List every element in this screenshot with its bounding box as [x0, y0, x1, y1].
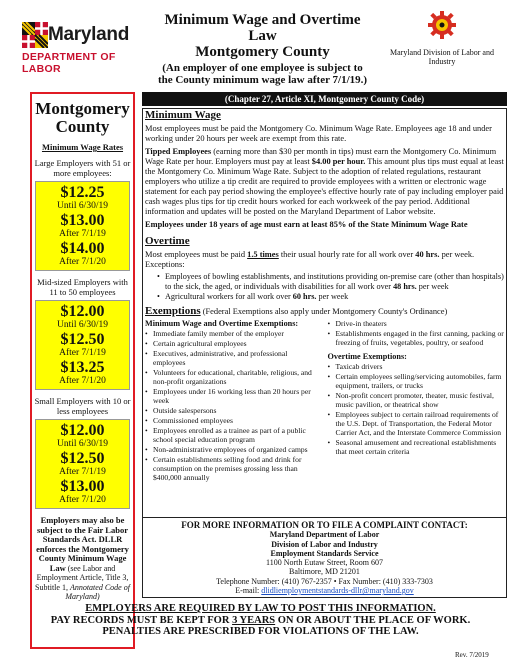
wage-date: After 7/1/20 — [59, 495, 106, 505]
contact-email-row — [143, 586, 506, 595]
wage-date: After 7/1/19 — [59, 348, 106, 358]
mw-exemptions-list-continued — [328, 319, 505, 347]
gear-icon — [427, 10, 457, 40]
notice-line-3: PENALTIES ARE PRESCRIBED FOR VIOLATIONS OF THE LAW. — [102, 626, 419, 637]
wage-value: $12.00 — [60, 303, 105, 320]
tipped-text-a: (earning more than $30 per month in tips) must earn the Montgomery Co. Minimum Wage Rate per hour. Employers must pay at least — [145, 147, 497, 166]
under-18-paragraph: Employees under 18 years of age must earn at least 85% of the State Minimum Wage Rate — [145, 220, 468, 229]
wage-value: $12.25 — [60, 184, 105, 201]
overtime-exceptions-list — [157, 272, 504, 301]
title-line-2: Law — [248, 28, 277, 44]
title-line-1: Minimum Wage and Overtime — [164, 12, 361, 28]
ot-exemptions-heading: Overtime Exemptions: — [327, 352, 407, 362]
flsa-note — [35, 516, 130, 602]
wage-value: $13.25 — [60, 359, 105, 376]
mid-employers-label: Mid-sized Employers with 11 to 50 employees — [37, 277, 128, 297]
list-item: • Establishments engaged in the first canning, packing or freezing of fruits, vegetables, poultry, or seafood — [328, 329, 505, 347]
list-item: • Commissioned employees — [145, 416, 322, 425]
division-name: Maryland Division of Labor and Industry — [390, 48, 494, 66]
division-logo — [378, 10, 506, 66]
email-link[interactable]: dlidliemploymentstandards-dllr@maryland.gov — [261, 586, 414, 596]
list-item: • Taxicab drivers — [328, 362, 505, 371]
law-details-box — [142, 108, 507, 598]
wage-value: $12.50 — [60, 331, 105, 348]
maryland-logo — [22, 18, 152, 78]
tipped-label: Tipped Employees — [145, 147, 212, 156]
list-item: • Employees of bowling establishments, and institutions providing on-premise care (other than hospitals) to the sick, the aged, or individuals with disabilities for all work over 48 hrs. per week — [157, 272, 504, 292]
minimum-wage-paragraph: Most employees must be paid the Montgomery Co. Minimum Wage Rate. Employees age 18 and under working under 20 hours per week are exempt from this rate. — [145, 124, 492, 143]
exemptions-intro: (Federal Exemptions also apply under Montgomery County's Ordinance) — [202, 307, 448, 317]
overtime-heading: Overtime — [145, 235, 190, 247]
exemptions-columns — [145, 319, 504, 483]
wage-date: Until 6/30/19 — [57, 439, 108, 449]
tipped-employees-paragraph — [145, 147, 504, 217]
title-subtitle: (An employer of one employee is subject to the County minimum wage law after 7/1/19.) — [157, 62, 368, 86]
contact-line: Division of Labor and Industry — [271, 539, 378, 549]
chapter-banner: (Chapter 27, Article XI, Montgomery County Code) — [142, 92, 507, 106]
flsa-note-italic: Annotated Code of Maryland) — [65, 582, 130, 601]
list-item: • Certain employees selling/servicing automobiles, farm equipment, trailers, or trucks — [328, 372, 505, 390]
small-employers-rates — [35, 419, 130, 509]
wage-date: After 7/1/20 — [59, 257, 106, 267]
department-name: DEPARTMENT OF LABOR — [22, 51, 116, 75]
list-item: • Drive-in theaters — [328, 319, 505, 328]
posting-notice — [10, 603, 511, 638]
minimum-wage-heading: Minimum Wage — [145, 109, 221, 121]
contact-line: Maryland Department of Labor — [269, 530, 380, 540]
wage-value: $13.00 — [60, 212, 105, 229]
exemptions-right-column — [328, 319, 505, 483]
maryland-flag-icon — [22, 22, 48, 48]
list-item: • Non-profit concert promoter, theater, music festival, music pavilion, or theatrical show — [328, 391, 505, 409]
overtime-paragraph — [145, 250, 504, 270]
tipped-text-b: This amount plus tips must equal at least the Montgomery Co. Minimum Wage Rate. Subject to the adoption of related regulations, restaurant employers who utilize a tip credit are required to provide employees with a written or electronic wage statement for each pay period showing the employee's effective hourly rate of pay including employer paid cash wages plus tips for tip credit hours worked for each workweek of the pay period. Additional information and updates will be posted on the Maryland Department of Labor website. — [145, 157, 504, 216]
flsa-note-text: (see Labor and Employment Article, Title 3, Subtitle 1, — [35, 563, 129, 592]
notice-line-1: EMPLOYERS ARE REQUIRED BY LAW TO POST THIS INFORMATION. — [85, 603, 436, 614]
exemptions-heading-row — [145, 306, 504, 317]
wage-value: $14.00 — [60, 240, 105, 257]
list-item: • Employees under 16 working less than 20 hours per week — [145, 387, 322, 405]
wage-date: After 7/1/19 — [59, 467, 106, 477]
large-employers-rates — [35, 181, 130, 271]
title-line-3: Montgomery County — [195, 44, 330, 60]
poster-title-block — [155, 12, 370, 86]
notice-line-2: PAY RECORDS MUST BE KEPT FOR 3 YEARS ON OR ABOUT THE PLACE OF WORK. — [50, 614, 471, 626]
list-item: • Immediate family member of the employer — [145, 329, 322, 338]
mid-employers-rates — [35, 300, 130, 390]
contact-info — [143, 517, 506, 597]
small-employers-label: Small Employers with 10 or less employees — [34, 396, 131, 416]
maryland-wordmark: Maryland — [48, 24, 130, 45]
mw-exemptions-heading: Minimum Wage and Overtime Exemptions: — [145, 319, 299, 329]
wage-date: Until 6/30/19 — [57, 320, 108, 330]
list-item: • Employees enrolled as a trainee as part of a public school special education program — [145, 426, 322, 444]
exemptions-left-column — [145, 319, 322, 483]
list-item: • Non-administrative employees of organized camps — [145, 445, 322, 454]
wage-value: $12.00 — [60, 422, 105, 439]
exemptions-heading: Exemptions — [145, 305, 201, 318]
wage-value: $13.00 — [60, 478, 105, 495]
contact-phone: Telephone Number: (410) 767-2357 • Fax Number: (410) 333-7303 — [216, 576, 433, 586]
list-item: • Seasonal amusement and recreational establishments that meet certain criteria — [328, 438, 505, 456]
list-item: • Agricultural workers for all work over 60 hrs. per week — [157, 292, 504, 302]
tipped-amount: $4.00 per hour. — [311, 157, 366, 166]
contact-line: Baltimore, MD 21201 — [289, 567, 360, 577]
overtime-text-a: Most employees must be paid — [145, 250, 246, 259]
overtime-text-c: per week. Exceptions: — [145, 250, 475, 269]
overtime-hours: 40 hrs. — [415, 250, 440, 259]
wage-date: Until 6/30/19 — [57, 201, 108, 211]
contact-heading: FOR MORE INFORMATION OR TO FILE A COMPLAINT CONTACT: — [181, 520, 468, 530]
wage-value: $12.50 — [60, 450, 105, 467]
overtime-text-b: their usual hourly rate for all work over — [280, 250, 414, 259]
wage-date: After 7/1/19 — [59, 229, 106, 239]
list-item: • Certain establishments selling food and drink for consumption on the premises grossing less than $400,000 annually — [145, 455, 322, 482]
list-item: • Certain agricultural employees — [145, 339, 322, 348]
rates-heading: Minimum Wage Rates — [41, 142, 124, 152]
contact-line: 1100 North Eutaw Street, Room 607 — [265, 558, 384, 568]
contact-line: Employment Standards Service — [270, 548, 379, 558]
list-item: • Executives, administrative, and professional employees — [145, 349, 322, 367]
wage-rates-panel — [30, 92, 135, 649]
flsa-note-bold: Employers may also be subject to the Fair Labor Standards Act. DLLR enforces the Montgomery County Minimum Wage Law — [36, 515, 129, 573]
mw-exemptions-list — [145, 329, 322, 482]
overtime-multiplier: 1.5 times — [247, 250, 279, 259]
email-label: E-mail: — [235, 586, 260, 596]
county-title: Montgomery County — [35, 99, 130, 136]
large-employers-label: Large Employers with 51 or more employees: — [34, 158, 131, 178]
wage-date: After 7/1/20 — [59, 376, 106, 386]
ot-exemptions-list — [328, 362, 505, 456]
list-item: • Outside salespersons — [145, 406, 322, 415]
list-item: • Volunteers for educational, charitable, religious, and non-profit organizations — [145, 368, 322, 386]
list-item: • Employees subject to certain railroad requirements of the U.S. Dept. of Transportation, the Federal Motor Carrier Act, and the Interstate Commerce Commission — [328, 410, 505, 437]
revision-date: Rev. 7/2019 — [455, 651, 489, 659]
